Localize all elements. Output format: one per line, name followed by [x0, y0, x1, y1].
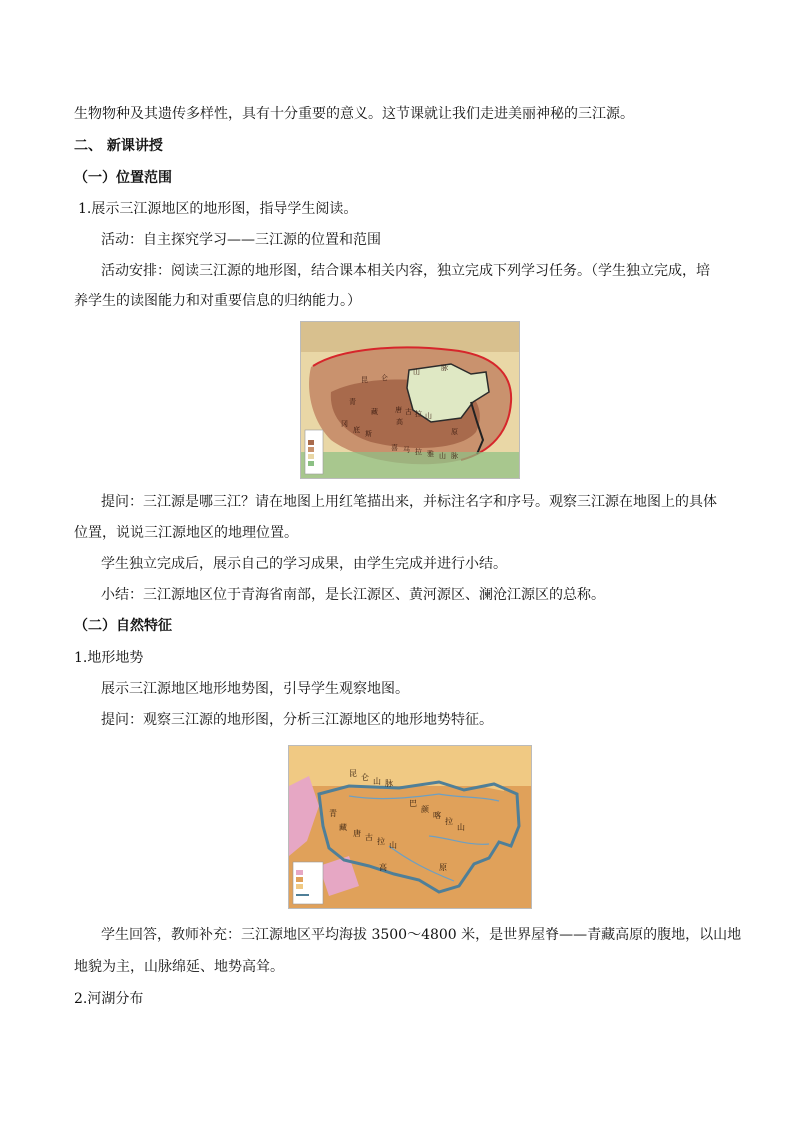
map1-label: 山 [413, 368, 420, 376]
arrangement-line-1: 活动安排：阅读三江源的地形图，结合课本相关内容，独立完成下列学习任务。（学生独立完成，培 [101, 263, 710, 279]
subheading-natural: （二）自然特征 [74, 618, 172, 634]
terrain-map-sanjiangyuan [288, 745, 532, 909]
legend-swatch [296, 870, 303, 875]
map1-label: 斯 [365, 430, 372, 438]
section-heading-new-lesson: 二、 新课讲授 [74, 138, 163, 154]
map2-label: 巴 [409, 799, 417, 808]
map2-label: 原 [439, 863, 447, 872]
map2-label: 颜 [421, 805, 429, 814]
map2-label: 脉 [385, 779, 393, 788]
map1-label: 马 [403, 446, 410, 454]
map2-label: 藏 [339, 823, 347, 832]
paragraph-intro: 生物物种及其遗传多样性，具有十分重要的意义。这节课就让我们走进美丽神秘的三江源。 [74, 106, 634, 122]
summary-line: 小结：三江源地区位于青海省南部，是长江源区、黄河源区、澜沧江源区的总称。 [101, 587, 605, 603]
map1-label: 脉 [451, 452, 458, 460]
map1-label: 唐 [395, 406, 402, 414]
map1-label: 冈 [341, 420, 348, 428]
map2-label: 古 [365, 833, 373, 842]
map1-label: 雅 [427, 450, 434, 458]
map1-label: 青 [349, 398, 356, 406]
question-line-2: 位置，说说三江源地区的地理位置。 [74, 525, 298, 541]
map1-svg [301, 322, 519, 478]
item-show-map: 1.展示三江源地区的地形图，指导学生阅读。 [78, 201, 358, 217]
map2-label: 山 [457, 823, 465, 832]
map1-label: 拉 [415, 410, 422, 418]
legend-swatch [308, 461, 314, 466]
map1-label: 脉 [441, 364, 448, 372]
map2-label: 喀 [433, 811, 441, 820]
subheading-location: （一）位置范围 [74, 170, 172, 186]
map1-label: 藏 [371, 408, 378, 416]
map1-south-lowland [301, 452, 519, 478]
map2-label: 昆 [349, 769, 357, 778]
map1-label: 喜 [391, 444, 398, 452]
legend-swatch [296, 884, 303, 889]
map2-label: 拉 [445, 817, 453, 826]
item-rivers-lakes: 2.河湖分布 [74, 991, 144, 1007]
map2-label: 青 [329, 809, 337, 818]
map1-label: 古 [405, 408, 412, 416]
question-line-1: 提问：三江源是哪三江？请在地图上用红笔描出来，并标注名字和序号。观察三江源在地图上的具体 [101, 494, 717, 510]
map1-label: 底 [353, 426, 360, 434]
map2-label: 仑 [361, 773, 369, 782]
map1-label: 山 [425, 412, 432, 420]
map2-svg [289, 746, 531, 908]
legend-swatch [296, 877, 303, 882]
map1-label: 山 [439, 452, 446, 460]
answer-line-2: 地貌为主，山脉绵延、地势高耸。 [74, 959, 284, 975]
legend-swatch [308, 454, 314, 459]
show-terrain-line: 展示三江源地区地形地势图，引导学生观察地图。 [101, 681, 409, 697]
map2-label: 拉 [377, 837, 385, 846]
legend-swatch [308, 440, 314, 445]
question-terrain-line: 提问：观察三江源的地形图，分析三江源地区的地形地势特征。 [101, 712, 493, 728]
map1-label: 原 [451, 428, 458, 436]
map1-label: 拉 [415, 448, 422, 456]
legend-swatch [308, 447, 314, 452]
arrangement-line-2: 养学生的读图能力和对重要信息的归纳能力。） [74, 293, 361, 309]
item-terrain: 1.地形地势 [74, 650, 144, 666]
map2-label: 山 [389, 841, 397, 850]
map2-label: 唐 [353, 829, 361, 838]
answer-line-1: 学生回答，教师补充：三江源地区平均海拔 3500～4800 米，是世界屋脊——青藏高原的腹地，以山地 [101, 927, 742, 943]
student-work-line: 学生独立完成后，展示自己的学习成果，由学生完成并进行小结。 [101, 556, 507, 572]
map2-legend [293, 862, 323, 904]
map1-label: 仑 [381, 374, 388, 382]
topographic-map-sanjiangyuan [300, 321, 520, 479]
activity-line: 活动：自主探究学习——三江源的位置和范围 [101, 232, 381, 248]
map2-label: 高 [379, 863, 387, 872]
map1-label: 高 [396, 418, 403, 426]
map2-label: 山 [373, 777, 381, 786]
map1-label: 昆 [361, 376, 368, 384]
